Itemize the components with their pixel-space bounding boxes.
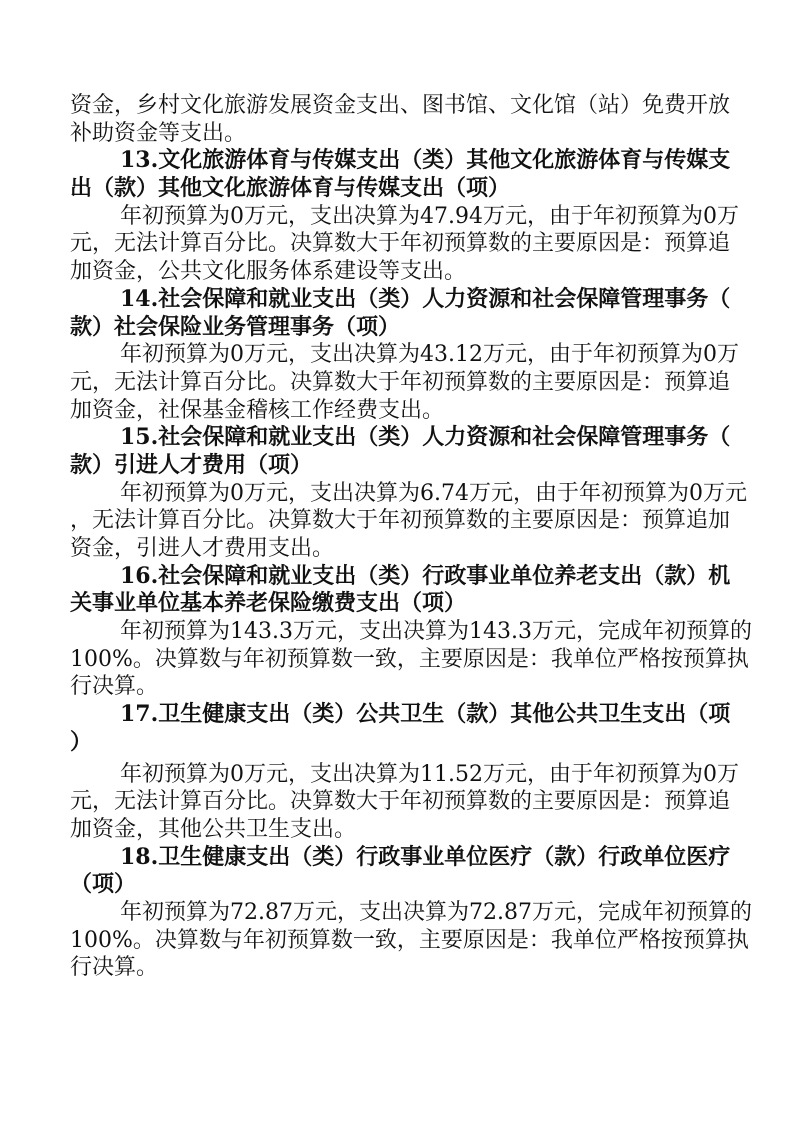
item-heading-line: （项） — [70, 871, 137, 898]
paragraph-line: 补助资金等支出。 — [70, 120, 247, 146]
paragraph-line: 年初预算为0万元，支出决算为47.94万元，由于年初预算为0万 — [120, 203, 739, 229]
paragraph-line: 行决算。 — [70, 955, 159, 981]
item-heading-line: 17.卫生健康支出（类）公共卫生（款）其他公共卫生支出（项 — [120, 701, 731, 728]
paragraph-line: 年初预算为72.87万元，支出决算为72.87万元，完成年初预算的 — [120, 899, 752, 925]
paragraph-line: 年初预算为0万元，支出决算为6.74万元，由于年初预算为0万元 — [120, 480, 747, 506]
item-heading-line: 16.社会保障和就业支出（类）行政事业单位养老支出（款）机 — [120, 562, 731, 589]
paragraph-line: 加资金，公共文化服务体系建设等支出。 — [70, 259, 467, 285]
paragraph-line: 加资金，社保基金稽核工作经费支出。 — [70, 397, 445, 423]
paragraph-line: 元，无法计算百分比。决算数大于年初预算数的主要原因是：预算追 — [70, 789, 731, 815]
paragraph-line: 100%。决算数与年初预算数一致，主要原因是：我单位严格按预算执 — [70, 927, 749, 953]
paragraph-line: 元，无法计算百分比。决算数大于年初预算数的主要原因是：预算追 — [70, 231, 731, 257]
item-heading-line: 款）社会保险业务管理事务（项） — [70, 313, 401, 340]
item-heading-line: 14.社会保障和就业支出（类）人力资源和社会保障管理事务（ — [120, 285, 731, 312]
item-heading-line: 出（款）其他文化旅游体育与传媒支出（项） — [70, 175, 511, 202]
paragraph-line: 元，无法计算百分比。决算数大于年初预算数的主要原因是：预算追 — [70, 369, 731, 395]
item-heading-line: 款）引进人才费用（项） — [70, 451, 313, 478]
paragraph-line: 加资金，其他公共卫生支出。 — [70, 816, 357, 842]
paragraph-line: 年初预算为0万元，支出决算为11.52万元，由于年初预算为0万 — [120, 761, 739, 787]
paragraph-line: 年初预算为143.3万元，支出决算为143.3万元，完成年初预算的 — [120, 619, 752, 645]
paragraph-line: 行决算。 — [70, 674, 159, 700]
document-page — [70, 92, 752, 982]
item-heading-line: 13.文化旅游体育与传媒支出（类）其他文化旅游体育与传媒支 — [120, 147, 731, 174]
paragraph-line: 100%。决算数与年初预算数一致，主要原因是：我单位严格按预算执 — [70, 646, 749, 672]
paragraph-line: 年初预算为0万元，支出决算为43.12万元，由于年初预算为0万 — [120, 342, 739, 368]
item-heading-line: ） — [70, 728, 93, 755]
item-heading-line: 15.社会保障和就业支出（类）人力资源和社会保障管理事务（ — [120, 424, 731, 451]
paragraph-line: ，无法计算百分比。决算数大于年初预算数的主要原因是：预算追加 — [70, 508, 731, 534]
item-heading-line: 18.卫生健康支出（类）行政事业单位医疗（款）行政单位医疗 — [120, 843, 731, 870]
item-heading-line: 关事业单位基本养老保险缴费支出（项） — [70, 590, 467, 617]
paragraph-line: 资金，引进人才费用支出。 — [70, 536, 335, 561]
paragraph-line: 资金，乡村文化旅游发展资金支出、图书馆、文化馆（站）免费开放 — [70, 93, 731, 118]
